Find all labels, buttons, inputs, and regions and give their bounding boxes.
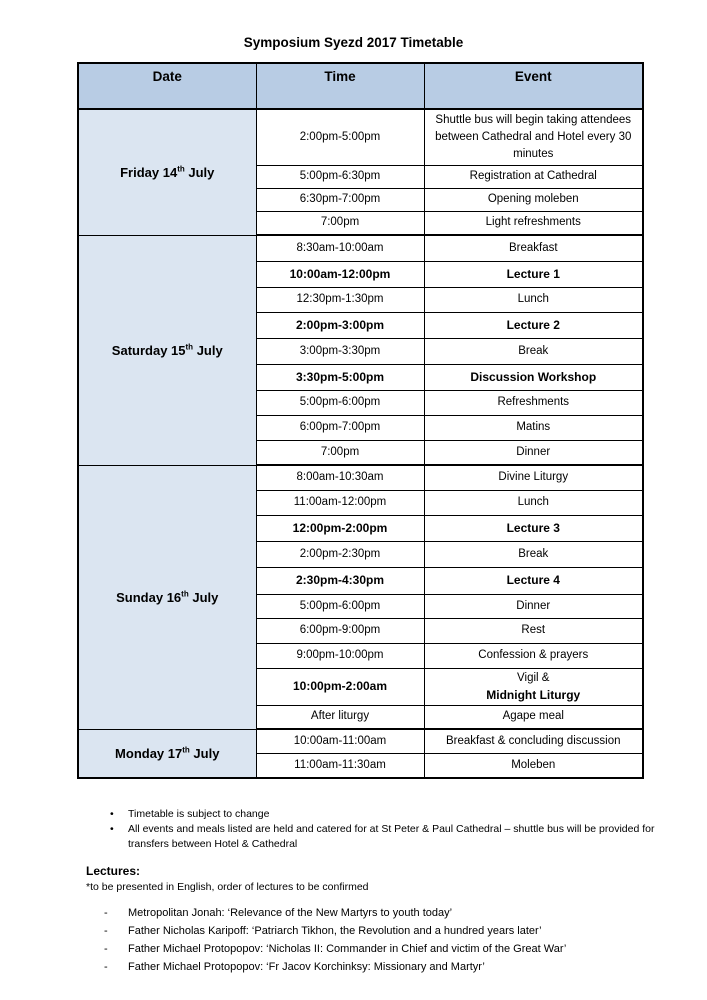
day-suffix: th <box>181 589 189 599</box>
header-date: Date <box>78 63 256 109</box>
time-cell: 7:00pm <box>256 211 424 235</box>
lecture-item: - Father Michael Protopopov: ‘Nicholas II: Commander in Chief and victim of the Great War’ <box>104 940 684 958</box>
event-cell: Discussion Workshop <box>424 364 643 390</box>
event-cell: Breakfast <box>424 235 643 261</box>
event-cell: Refreshments <box>424 390 643 415</box>
month-label: July <box>193 745 220 761</box>
day-label: Saturday 15 <box>111 342 186 358</box>
lecture-item: - Father Michael Protopopov: ‘Fr Jacov Korchinksy: Missionary and Martyr’ <box>104 958 684 976</box>
document-title: Symposium Syezd 2017 Timetable <box>243 35 464 50</box>
timetable <box>77 62 644 779</box>
time-cell: 2:30pm-4:30pm <box>256 567 424 594</box>
month-label: July <box>188 164 215 180</box>
event-cell: Lunch <box>424 287 643 312</box>
lecture-item: - Metropolitan Jonah: ‘Relevance of the New Martyrs to youth today’ <box>104 904 684 922</box>
time-cell: 11:00am-11:30am <box>256 753 424 778</box>
notes-list <box>110 807 670 852</box>
time-cell: 8:30am-10:00am <box>256 235 424 261</box>
event-cell: Matins <box>424 415 643 440</box>
time-cell: After liturgy <box>256 705 424 729</box>
event-cell: Lunch <box>424 490 643 515</box>
day-label: Friday 14 <box>120 164 178 180</box>
lectures-list <box>104 904 684 976</box>
day-suffix: th <box>182 745 190 755</box>
time-cell: 2:00pm-5:00pm <box>256 109 424 165</box>
timetable-body <box>78 109 643 778</box>
time-cell: 9:00pm-10:00pm <box>256 643 424 668</box>
day-suffix: th <box>185 342 194 352</box>
lectures-heading: Lectures: <box>86 864 141 878</box>
event-cell: Break <box>424 338 643 364</box>
month-label: July <box>192 589 219 605</box>
lecture-item: - Father Nicholas Karipoff: ‘Patriarch Tikhon, the Revolution and a hundred years later’ <box>104 922 684 940</box>
time-cell: 8:00am-10:30am <box>256 465 424 490</box>
time-cell: 2:00pm-3:00pm <box>256 312 424 338</box>
event-cell: Opening moleben <box>424 188 643 211</box>
table-row <box>78 465 643 490</box>
event-cell: Confession & prayers <box>424 643 643 668</box>
event-cell: Registration at Cathedral <box>424 165 643 188</box>
header-event: Event <box>424 63 643 109</box>
day-label: Sunday 16 <box>116 589 182 605</box>
day-cell <box>78 729 256 778</box>
event-cell: Agape meal <box>424 705 643 729</box>
time-cell: 12:30pm-1:30pm <box>256 287 424 312</box>
event-cell: Divine Liturgy <box>424 465 643 490</box>
time-cell: 10:00am-11:00am <box>256 729 424 753</box>
event-cell: Lecture 1 <box>424 261 643 287</box>
day-cell <box>78 235 256 465</box>
header-row <box>78 63 643 109</box>
event-cell: Light refreshments <box>424 211 643 235</box>
note-item: • Timetable is subject to change <box>110 807 670 822</box>
table-row <box>78 729 643 753</box>
event-cell: Rest <box>424 618 643 643</box>
day-cell <box>78 109 256 235</box>
event-cell: Lecture 4 <box>424 567 643 594</box>
header-time: Time <box>256 63 424 109</box>
time-cell: 5:00pm-6:30pm <box>256 165 424 188</box>
note-item: • All events and meals listed are held and catered for at St Peter & Paul Cathedral – shuttle bus will be provided for transfers between Hotel & Cathedral <box>110 822 670 852</box>
lectures-note: *to be presented in English, order of lectures to be confirmed <box>86 881 369 893</box>
time-cell: 7:00pm <box>256 440 424 465</box>
event-cell: Dinner <box>424 594 643 618</box>
time-cell: 5:00pm-6:00pm <box>256 390 424 415</box>
time-cell: 6:30pm-7:00pm <box>256 188 424 211</box>
time-cell: 2:00pm-2:30pm <box>256 541 424 567</box>
time-cell: 3:30pm-5:00pm <box>256 364 424 390</box>
event-line: Vigil & <box>517 671 550 684</box>
event-cell: Lecture 3 <box>424 515 643 541</box>
time-cell: 3:00pm-3:30pm <box>256 338 424 364</box>
time-cell: 6:00pm-7:00pm <box>256 415 424 440</box>
table-row <box>78 109 643 165</box>
event-line: Midnight Liturgy <box>486 687 581 702</box>
time-cell: 10:00pm-2:00am <box>256 668 424 705</box>
day-suffix: th <box>177 164 185 174</box>
time-cell: 11:00am-12:00pm <box>256 490 424 515</box>
event-cell: Breakfast & concluding discussion <box>424 729 643 753</box>
month-label: July <box>196 342 223 358</box>
day-cell <box>78 465 256 729</box>
time-cell: 6:00pm-9:00pm <box>256 618 424 643</box>
day-label: Monday 17 <box>115 745 183 761</box>
event-cell: Moleben <box>424 753 643 778</box>
time-cell: 12:00pm-2:00pm <box>256 515 424 541</box>
event-cell: Shuttle bus will begin taking attendees between Cathedral and Hotel every 30 minutes <box>424 109 643 165</box>
event-cell: Break <box>424 541 643 567</box>
table-row <box>78 235 643 261</box>
event-cell <box>424 668 643 705</box>
event-cell: Lecture 2 <box>424 312 643 338</box>
event-cell: Dinner <box>424 440 643 465</box>
time-cell: 10:00am-12:00pm <box>256 261 424 287</box>
time-cell: 5:00pm-6:00pm <box>256 594 424 618</box>
